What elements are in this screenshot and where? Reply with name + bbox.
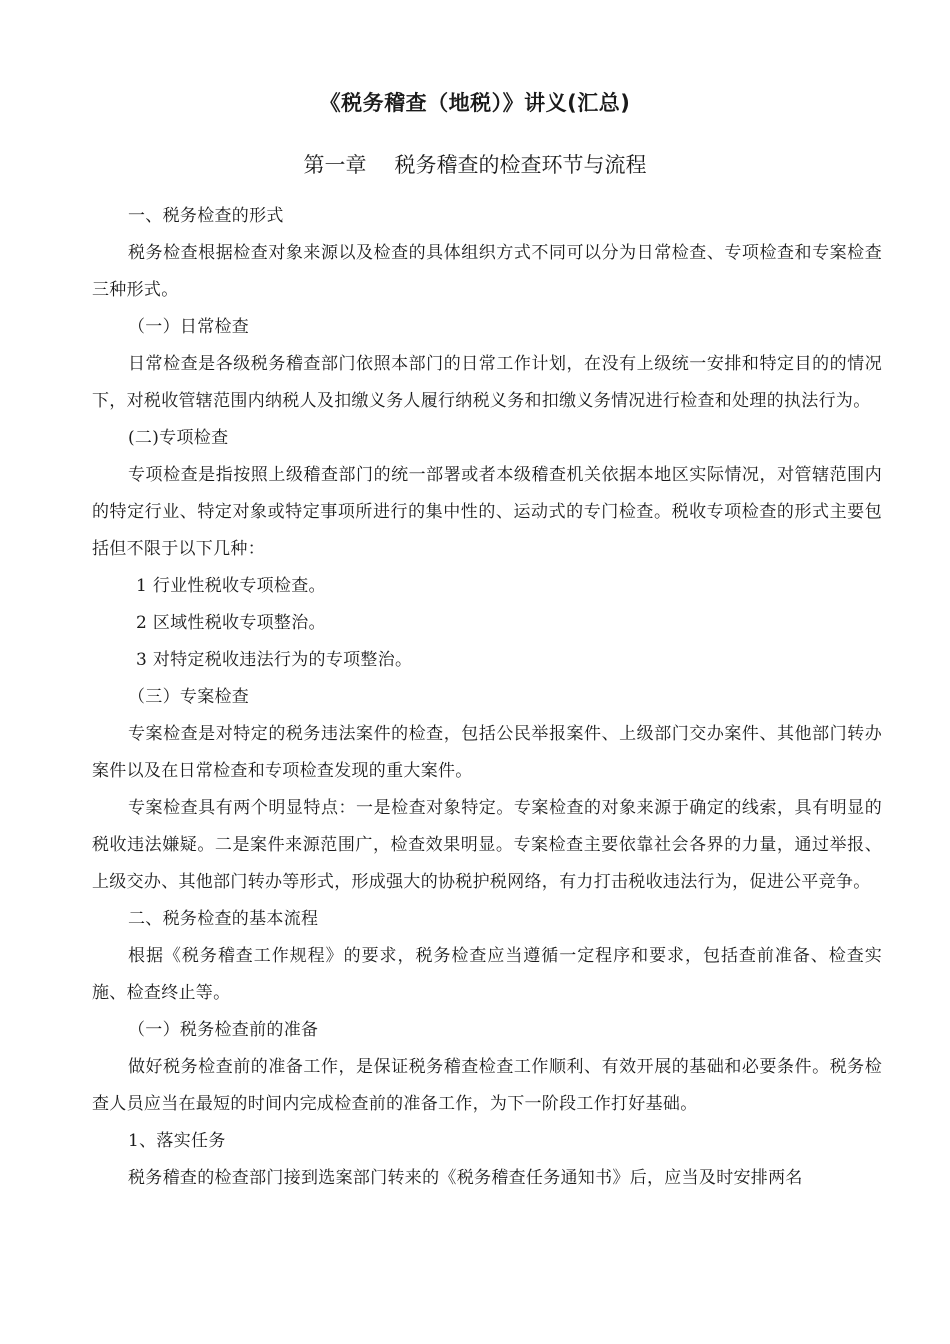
list-item: 2 区域性税收专项整治。: [136, 613, 326, 633]
paragraph: 做好税务检查前的准备工作，是保证税务稽查检查工作顺利、有效开展的基础和必要条件。税务检查人员应当在最短的时间内完成检查前的准备工作，为下一阶段工作打好基础。: [92, 1057, 882, 1114]
item-heading: 1、落实任务: [128, 1131, 226, 1151]
section-heading: 二、税务检查的基本流程: [128, 909, 319, 929]
chapter-heading: [0, 148, 950, 182]
document-body: [92, 198, 882, 1197]
subsection-heading: (二)专项检查: [128, 428, 229, 448]
section-heading: 一、税务检查的形式: [128, 206, 284, 226]
paragraph: 日常检查是各级税务稽查部门依照本部门的日常工作计划，在没有上级统一安排和特定目的的情况下，对税收管辖范围内纳税人及扣缴义务人履行纳税义务和扣缴义务情况进行检查和处理的执法行为。: [92, 354, 882, 411]
list-item: 3 对特定税收违法行为的专项整治。: [136, 650, 413, 670]
document-title: 《税务稽查（地税）》讲义(汇总): [319, 91, 631, 115]
paragraph: 税务稽查的检查部门接到选案部门转来的《税务稽查任务通知书》后，应当及时安排两名: [128, 1168, 803, 1188]
subsection-heading: （一）日常检查: [128, 317, 250, 337]
paragraph: 根据《税务稽查工作规程》的要求，税务检查应当遵循一定程序和要求，包括查前准备、检查实施、检查终止等。: [92, 946, 882, 1003]
chapter-number: 第一章: [303, 153, 367, 177]
paragraph: 税务检查根据检查对象来源以及检查的具体组织方式不同可以分为日常检查、专项检查和专案检查三种形式。: [92, 243, 882, 300]
paragraph: 专案检查具有两个明显特点：一是检查对象特定。专案检查的对象来源于确定的线索，具有明显的税收违法嫌疑。二是案件来源范围广，检查效果明显。专案检查主要依靠社会各界的力量，通过举报、上级交办、其他部门转办等形式，形成强大的协税护税网络，有力打击税收违法行为，促进公平竞争。: [92, 798, 882, 892]
subsection-heading: （一）税务检查前的准备: [128, 1020, 319, 1040]
chapter-title: 税务稽查的检查环节与流程: [394, 153, 647, 177]
paragraph: 专案检查是对特定的税务违法案件的检查，包括公民举报案件、上级部门交办案件、其他部门转办案件以及在日常检查和专项检查发现的重大案件。: [92, 724, 882, 781]
subsection-heading: （三）专案检查: [128, 687, 250, 707]
list-item: 1 行业性税收专项检查。: [136, 576, 326, 596]
paragraph: 专项检查是指按照上级稽查部门的统一部署或者本级稽查机关依据本地区实际情况，对管辖范围内的特定行业、特定对象或特定事项所进行的集中性的、运动式的专门检查。税收专项检查的形式主要包括但不限于以下几种：: [92, 465, 882, 559]
